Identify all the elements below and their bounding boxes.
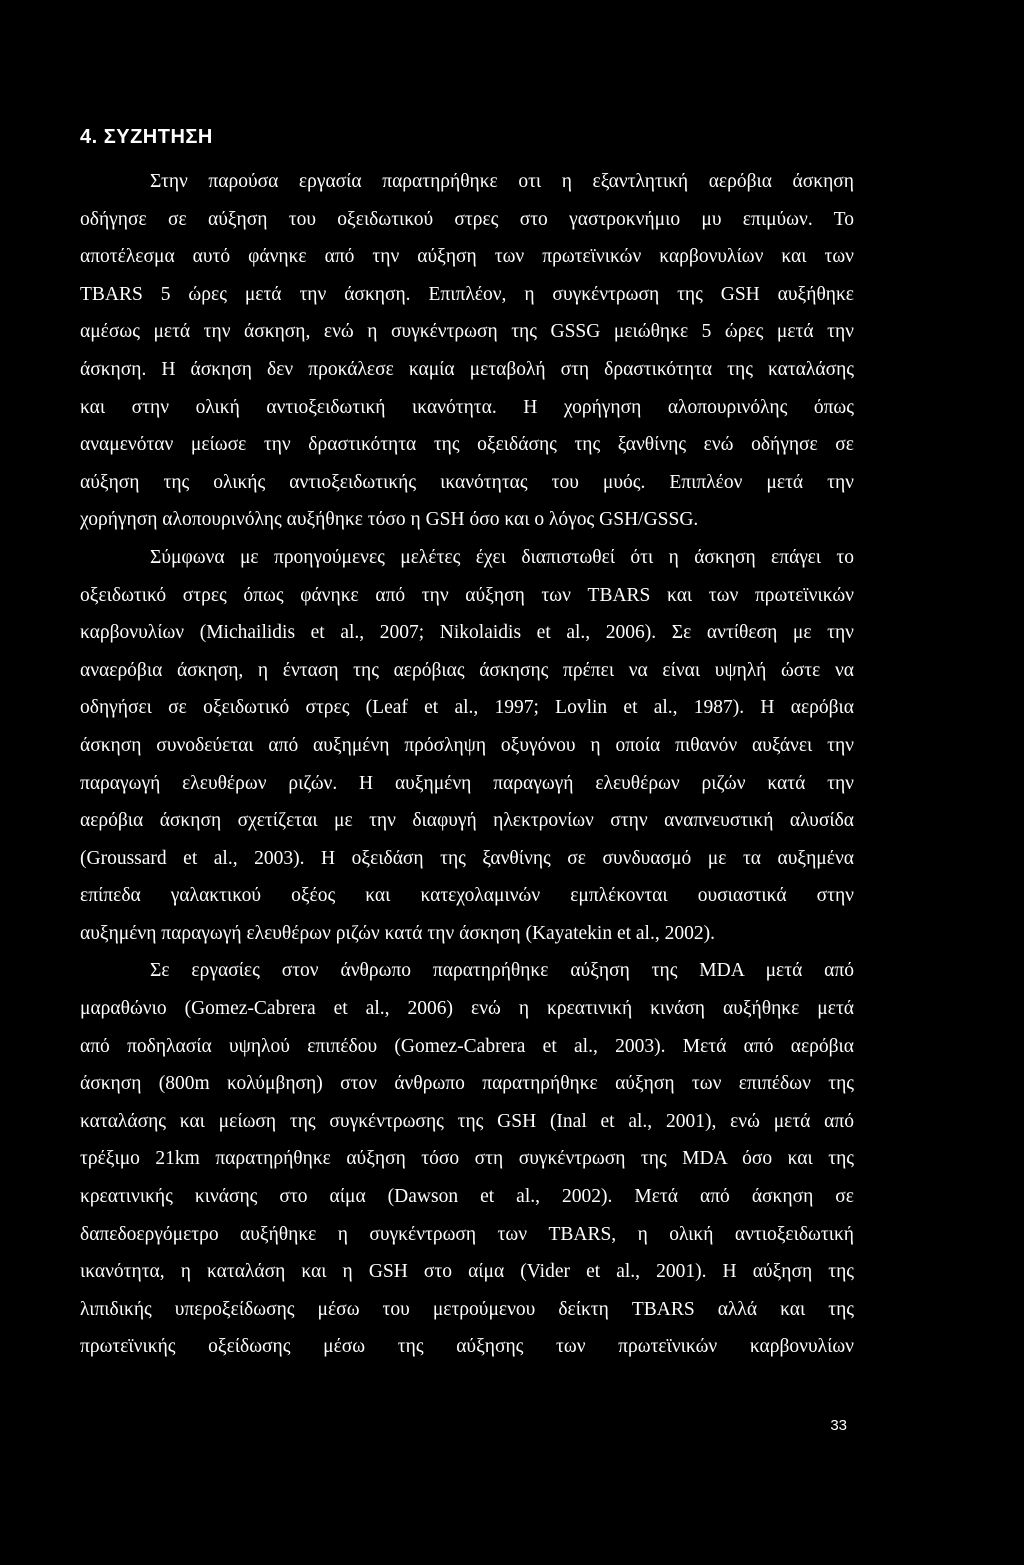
section-heading: 4. ΣΥΖΗΤΗΣΗ (80, 126, 213, 148)
text-line: μαραθώνιο (Gomez-Cabrera et al., 2006) ενώ η κρεατινική κινάση αυξήθηκε μετά (80, 998, 854, 1020)
text-line: Σύμφωνα με προηγούμενες μελέτες έχει διαπιστωθεί ότι η άσκηση επάγει το (150, 546, 854, 568)
text-line: TBARS 5 ώρες μετά την άσκηση. Επιπλέον, η συγκέντρωση της GSH αυξήθηκε (80, 283, 854, 305)
body-text (80, 163, 854, 1366)
text-line: αναμενόταν μείωσε την δραστικότητα της οξειδάσης της ξανθίνης ενώ οδήγησε σε (80, 434, 854, 456)
text-line: λιπιδικής υπεροξείδωσης μέσω του μετρούμενου δείκτη TBARS αλλά και της (80, 1298, 854, 1320)
text-line: από ποδηλασία υψηλού επιπέδου (Gomez-Cabrera et al., 2003). Μετά από αερόβια (80, 1035, 854, 1057)
text-line: Σε εργασίες στον άνθρωπο παρατηρήθηκε αύξηση της MDA μετά από (150, 960, 854, 982)
text-line: αύξηση της ολικής αντιοξειδωτικής ικανότητας του μυός. Επιπλέον μετά την (80, 471, 854, 493)
text-line: ικανότητα, η καταλάση και η GSH στο αίμα (Vider et al., 2001). Η αύξηση της (80, 1261, 854, 1283)
text-line: άσκηση. Η άσκηση δεν προκάλεσε καμία μεταβολή στη δραστικότητα της καταλάσης (80, 358, 854, 380)
text-line: άσκηση (800m κολύμβηση) στον άνθρωπο παρατηρήθηκε αύξηση των επιπέδων της (80, 1073, 854, 1095)
text-line: οξειδωτικό στρες όπως φάνηκε από την αύξηση των TBARS και των πρωτεϊνικών (80, 584, 854, 606)
text-line: καρβονυλίων (Michailidis et al., 2007; Nikolaidis et al., 2006). Σε αντίθεση με την (80, 622, 854, 644)
text-line: αμέσως μετά την άσκηση, ενώ η συγκέντρωση της GSSG μειώθηκε 5 ώρες μετά την (80, 321, 854, 343)
text-line: αναερόβια άσκηση, η ένταση της αερόβιας άσκησης πρέπει να είναι υψηλή ώστε να (80, 659, 854, 681)
text-line: δαπεδοεργόμετρο αυξήθηκε η συγκέντρωση των TBARS, η ολική αντιοξειδωτική (80, 1223, 854, 1245)
text-line: επίπεδα γαλακτικού οξέος και κατεχολαμινών εμπλέκονται ουσιαστικά στην (80, 885, 854, 907)
text-line: οδηγήσει σε οξειδωτικό στρες (Leaf et al., 1997; Lovlin et al., 1987). Η αερόβια (80, 697, 854, 719)
text-line: Στην παρούσα εργασία παρατηρήθηκε οτι η εξαντλητική αερόβια άσκηση (150, 171, 854, 192)
text-line: καταλάσης και μείωση της συγκέντρωσης της GSH (Inal et al., 2001), ενώ μετά από (80, 1110, 854, 1132)
text-line: και στην ολική αντιοξειδωτική ικανότητα. Η χορήγηση αλοπουρινόλης όπως (80, 396, 854, 418)
text-line: τρέξιμο 21km παρατηρήθηκε αύξηση τόσο στη συγκέντρωση της MDA όσο και της (80, 1148, 854, 1170)
text-line: (Groussard et al., 2003). Η οξειδάση της ξανθίνης σε συνδυασμό με τα αυξημένα (80, 847, 854, 869)
text-line: αερόβια άσκηση σχετίζεται με την διαφυγή ηλεκτρονίων στην αναπνευστική αλυσίδα (80, 810, 854, 832)
page-number: 33 (830, 1417, 847, 1434)
text-line: πρωτεϊνικής οξείδωσης μέσω της αύξησης των πρωτεϊνικών καρβονυλίων (80, 1336, 854, 1358)
text-line: κρεατινικής κινάσης στο αίμα (Dawson et al., 2002). Μετά από άσκηση σε (80, 1186, 854, 1208)
text-line: άσκηση συνοδεύεται από αυξημένη πρόσληψη οξυγόνου η οποία πιθανόν αυξάνει την (80, 734, 854, 756)
text-line: αποτέλεσμα αυτό φάνηκε από την αύξηση των πρωτεϊνικών καρβονυλίων και των (80, 246, 854, 268)
text-line: παραγωγή ελευθέρων ριζών. Η αυξημένη παραγωγή ελευθέρων ριζών κατά την (80, 772, 854, 794)
text-line: χορήγηση αλοπουρινόλης αυξήθηκε τόσο η GSH όσο και ο λόγος GSH/GSSG. (80, 509, 699, 531)
text-line: οδήγησε σε αύξηση του οξειδωτικού στρες στο γαστροκνήμιο μυ επιμύων. Το (80, 208, 854, 230)
text-line: αυξημένη παραγωγή ελευθέρων ριζών κατά την άσκηση (Kayatekin et al., 2002). (80, 922, 715, 944)
